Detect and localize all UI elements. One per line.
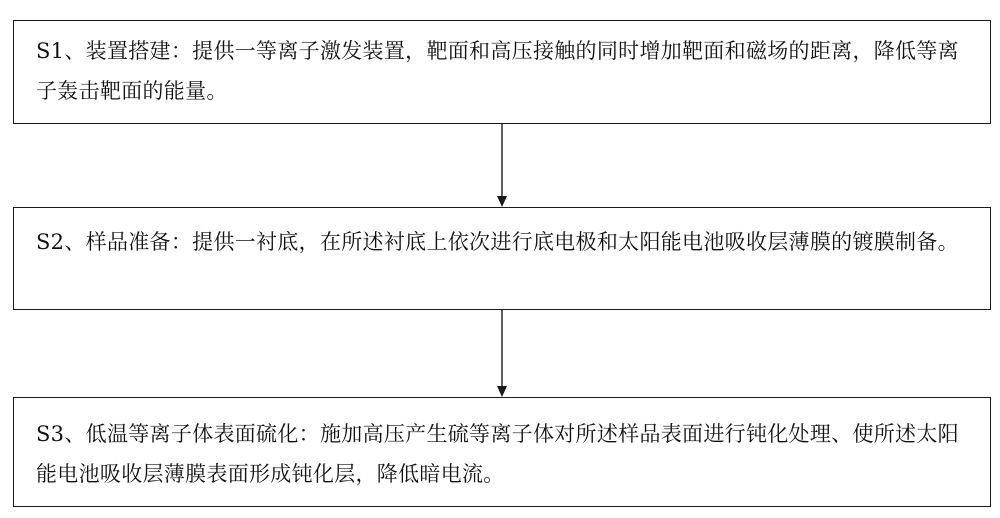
step-s2-box [13, 207, 991, 310]
down-arrow-icon [496, 124, 508, 207]
step-s1-text: S1、装置搭建：提供一等离子激发装置，靶面和高压接触的同时增加靶面和磁场的距离，降低等离子轰击靶面的能量。 [36, 39, 959, 103]
down-arrow-icon [496, 310, 508, 397]
step-s3-text: S3、低温等离子体表面硫化：施加高压产生硫等离子体对所述样品表面进行钝化处理、使所述太阳能电池吸收层薄膜表面形成钝化层，降低暗电流。 [36, 422, 959, 486]
step-s1-box [13, 20, 991, 124]
step-s2-text: S2、样品准备：提供一衬底，在所述衬底上依次进行底电极和太阳能电池吸收层薄膜的镀膜制备。 [36, 230, 959, 254]
step-s3-box [13, 397, 991, 507]
